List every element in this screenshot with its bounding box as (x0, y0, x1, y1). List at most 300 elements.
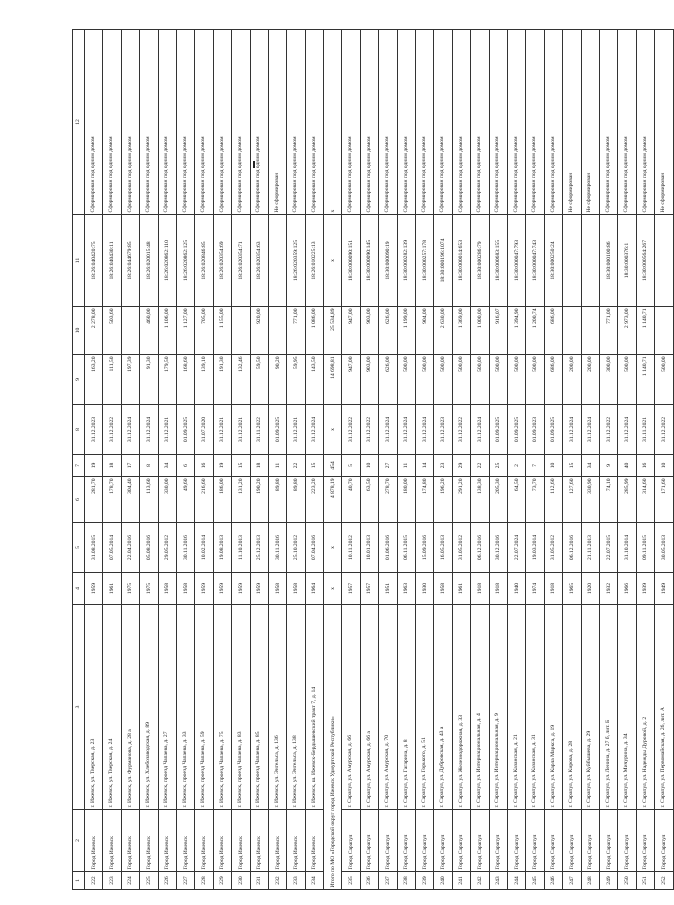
table-cell: 18:30:000683:155 (489, 215, 507, 307)
table-cell: 330,90 (581, 477, 599, 523)
table-cell: 31.12.2022 (103, 405, 121, 455)
table-cell: 22 (471, 455, 489, 477)
table-cell: 228 (195, 872, 213, 890)
table-cell: Сформирован под одним домом (544, 30, 562, 215)
table-cell: Сформирован под одним домом (416, 30, 434, 215)
table-cell: 31.12.2021 (287, 405, 305, 455)
table-cell: 225 (140, 872, 158, 890)
table-cell: 281,70 (85, 477, 103, 523)
table-cell: 460,00 (140, 307, 158, 355)
table-cell: Город Ижевск (195, 810, 213, 872)
table-cell: 22.07.2024 (507, 523, 525, 573)
table-cell: 291,20 (452, 477, 470, 523)
table-cell: Город Ижевск (121, 810, 139, 872)
table-cell: Не сформирован (655, 30, 673, 215)
column-number-8: 8 (73, 405, 85, 455)
table-cell (232, 307, 250, 355)
table-cell: 1 199,00 (397, 307, 415, 355)
column-number-row (73, 30, 85, 890)
table-cell: 131,20 (232, 477, 250, 523)
table-cell: 31.12.2024 (397, 405, 415, 455)
table-cell: 09.11.2015 (636, 523, 654, 573)
table-cell: 112,60 (544, 477, 562, 523)
table-cell: 1959 (232, 573, 250, 605)
table-cell: 500,00 (471, 355, 489, 405)
column-number-1: 1 (73, 872, 85, 890)
table-cell: Город Сарапул (489, 810, 507, 872)
table-cell: 500,00 (507, 355, 525, 405)
total-cell: x (324, 215, 342, 307)
table-cell: 10 (544, 455, 562, 477)
table-cell: 31.12.2024 (121, 405, 139, 455)
table-cell: 233 (287, 872, 305, 890)
table-cell: г. Ижевск, ул. Тверская, д. 23 (85, 605, 103, 810)
table-cell: 18:26:044679:85 (121, 215, 139, 307)
table-cell: 01.09.2025 (176, 405, 194, 455)
table-cell: Сформирован под одним домом (85, 30, 103, 215)
table-cell: 1918 (544, 573, 562, 605)
table-cell: 178,70 (103, 477, 121, 523)
table-cell: 30.11.2016 (176, 523, 194, 573)
table-cell: 205,30 (489, 477, 507, 523)
table-cell: 64,50 (507, 477, 525, 523)
column-number-9: 9 (73, 355, 85, 405)
table-cell: 1 155,00 (213, 307, 231, 355)
table-cell: Сформирован под одним домом (232, 30, 250, 215)
table-cell: 197,39 (121, 355, 139, 405)
table-cell: 18:26:020862:110 (158, 215, 176, 307)
table-row (452, 30, 470, 890)
table-cell: 21.11.2013 (581, 523, 599, 573)
table-cell: 31.12.2024 (305, 405, 323, 455)
table-cell: 314,60 (636, 477, 654, 523)
table-cell: 01.09.2025 (268, 405, 286, 455)
table-cell: 6 (176, 455, 194, 477)
table-cell: 10 (360, 455, 378, 477)
table-cell: Город Сарапул (471, 810, 489, 872)
table-cell: 1918 (471, 573, 489, 605)
table-cell: 179,50 (158, 355, 176, 405)
table-cell: г. Ижевск, ш. Ижевск-Бердышевский тракт 7, д. 14 (305, 605, 323, 810)
table-cell: 223,20 (305, 477, 323, 523)
table-cell: г. Ижевск, ул. Фурманова, д. 28 а (121, 605, 139, 810)
table-cell: 30.11.2016 (268, 523, 286, 573)
column-number-3: 3 (73, 605, 85, 810)
table-cell: 500,00 (618, 355, 636, 405)
table-cell: г. Сарапул, ул. Интернациональная, д. 9 (489, 605, 507, 810)
table-cell: 10 (655, 455, 673, 477)
table-row (103, 30, 121, 890)
table-cell: г. Сарапул, ул. Дубровская, д. 43 а (434, 605, 452, 810)
table-cell: 18:30:000564:267 (636, 215, 654, 307)
table-cell: 1957 (342, 573, 360, 605)
table-cell: 1 369,00 (452, 307, 470, 355)
table-cell: 8 (140, 455, 158, 477)
table-row (195, 30, 213, 890)
table-cell: 01.09.2025 (544, 405, 562, 455)
table-cell: 18:26:020354:63 (250, 215, 268, 307)
total-cell: x (324, 523, 342, 573)
table-row (250, 30, 268, 890)
table-cell: 9 (599, 455, 617, 477)
table-cell: 31.12.2022 (342, 405, 360, 455)
table-cell: 139,10 (195, 355, 213, 405)
column-number-11: 11 (73, 215, 85, 307)
table-cell: Сформирован под одним домом (434, 30, 452, 215)
table-cell: 18:26:020359:125 (287, 215, 305, 307)
table-cell: Сформирован под одним домом (213, 30, 231, 215)
table-row (655, 30, 673, 890)
table-cell: 29.05.2012 (158, 523, 176, 573)
table-cell: 5 (342, 455, 360, 477)
table-cell: Сформирован под одним домом (526, 30, 544, 215)
table-cell: Сформирован под одним домом (618, 30, 636, 215)
table-cell: 63,50 (360, 477, 378, 523)
table-cell: 143,50 (305, 355, 323, 405)
table-cell: г. Ижевск, ул. Тверская, д. 24 (103, 605, 121, 810)
table-row (397, 30, 415, 890)
table-row (581, 30, 599, 890)
table-row (563, 30, 581, 890)
table-cell: Город Сарапул (360, 810, 378, 872)
table-cell: 14 (416, 455, 434, 477)
table-cell: 73,70 (526, 477, 544, 523)
table-cell: 31.12.2024 (379, 405, 397, 455)
table-cell: 1958 (176, 573, 194, 605)
table-cell: Сформирован под одним домом (379, 30, 397, 215)
housing-register-table (72, 29, 674, 890)
table-cell: 1 086,00 (305, 307, 323, 355)
table-cell: 230 (232, 872, 250, 890)
table-row (121, 30, 139, 890)
table-cell: 200,00 (581, 355, 599, 405)
table-cell: 240 (434, 872, 452, 890)
table-cell: 1964 (305, 573, 323, 605)
table-cell: г. Ижевск, ул. Энгельса, д. 136 (268, 605, 286, 810)
table-cell: 18 (103, 455, 121, 477)
table-cell: г. Сарапул, ул. Железнодорожная, д. 33 (452, 605, 470, 810)
table-cell: 16 (195, 455, 213, 477)
table-cell: г. Сарапул, ул. Надежды Дуровой, д. 2 (636, 605, 654, 810)
table-cell: 1 000,00 (471, 307, 489, 355)
table-cell: 251 (636, 872, 654, 890)
table-cell: Сформирован под одним домом (287, 30, 305, 215)
table-cell: г. Сарапул, ул. Амурская, д. 66 (342, 605, 360, 810)
table-cell: 235 (342, 872, 360, 890)
table-cell (268, 215, 286, 307)
table-row (342, 30, 360, 890)
table-row (85, 30, 103, 890)
table-cell: Город Ижевск (232, 810, 250, 872)
table-cell (655, 215, 673, 307)
table-cell: 01.06.2016 (379, 523, 397, 573)
table-cell: 241 (452, 872, 470, 890)
table-cell (563, 307, 581, 355)
table-cell: 31.12.2021 (213, 405, 231, 455)
table-cell: 1930 (416, 573, 434, 605)
table-cell: 500,00 (655, 355, 673, 405)
table-cell: 31.05.2012 (452, 523, 470, 573)
column-number-10: 10 (73, 307, 85, 355)
table-cell: 171,60 (655, 477, 673, 523)
table-cell: 18:26:020862:125 (176, 215, 194, 307)
table-cell: Город Ижевск (287, 810, 305, 872)
table-cell (581, 307, 599, 355)
table-cell: 10.01.2013 (360, 523, 378, 573)
table-cell: Город Сарапул (379, 810, 397, 872)
total-cell: 14 698,81 (324, 355, 342, 405)
table-cell: 246 (544, 872, 562, 890)
table-cell: Город Ижевск (213, 810, 231, 872)
table-cell: Сформирован под одним домом (636, 30, 654, 215)
table-cell: 40,70 (342, 477, 360, 523)
table-cell: 200,00 (563, 355, 581, 405)
table-cell: 500,00 (397, 355, 415, 405)
table-cell (563, 215, 581, 307)
table-cell: г. Ижевск, проезд Чапаева, д. 83 (232, 605, 250, 810)
table-cell: 1961 (103, 573, 121, 605)
table-cell: 503,60 (103, 307, 121, 355)
table-cell: 30.12.2016 (489, 523, 507, 573)
table-cell: г. Сарапул, ул. Ленина, д. 27 б, лит. Б (599, 605, 617, 810)
table-cell: 224 (121, 872, 139, 890)
table-cell: 18:30:000047:743 (526, 215, 544, 307)
column-number-2: 2 (73, 810, 85, 872)
table-cell: 236 (360, 872, 378, 890)
table-cell: 06.12.2016 (563, 523, 581, 573)
table-cell: 15 (305, 455, 323, 477)
table-cell: 91,30 (140, 355, 158, 405)
table-cell: 31.12.2023 (434, 405, 452, 455)
table-cell: 19 (213, 455, 231, 477)
table-cell: 686,00 (544, 355, 562, 405)
table-cell: 231 (250, 872, 268, 890)
table-cell: 15.09.2016 (416, 523, 434, 573)
table-row (287, 30, 305, 890)
table-cell: 1959 (250, 573, 268, 605)
table-cell: 223 (103, 872, 121, 890)
table-cell (581, 215, 599, 307)
table-cell: 168,60 (176, 355, 194, 405)
table-cell: 23 (434, 455, 452, 477)
table-cell: 1958 (287, 573, 305, 605)
table-cell: 18:26:020354:69 (213, 215, 231, 307)
table-row (158, 30, 176, 890)
table-cell: 25.12.2013 (250, 523, 268, 573)
table-cell: 01.09.2025 (489, 405, 507, 455)
column-number-6: 6 (73, 477, 85, 523)
table-cell: 180,00 (397, 477, 415, 523)
table-cell: 31.12.2022 (360, 405, 378, 455)
table-cell: 191,30 (213, 355, 231, 405)
total-cell: 454 (324, 455, 342, 477)
table-cell: 18:30:000282:139 (397, 215, 415, 307)
table-cell: 25 (489, 455, 507, 477)
table-cell: 111,50 (103, 355, 121, 405)
table-cell: 113,60 (140, 477, 158, 523)
table-cell: 10.02.2014 (195, 523, 213, 573)
table-cell: 237 (379, 872, 397, 890)
table-cell: 31.12.2024 (140, 405, 158, 455)
table-row (324, 30, 342, 890)
table-row (618, 30, 636, 890)
table-cell: 1918 (489, 573, 507, 605)
table-cell: Не сформирован (563, 30, 581, 215)
table-cell: Сформирован под одним домом (158, 30, 176, 215)
total-cell: 25 534,89 (324, 307, 342, 355)
table-cell: 1920 (581, 573, 599, 605)
table-cell: 11 (397, 455, 415, 477)
table-cell: 1949 (655, 573, 673, 605)
table-cell: Не сформирован (268, 30, 286, 215)
table-cell: 1951 (379, 573, 397, 605)
table-cell: 239 (416, 872, 434, 890)
table-cell: Город Ижевск (305, 810, 323, 872)
table-cell: г. Ижевск, проезд Чапаева, д. 85 (250, 605, 268, 810)
table-cell: 190,20 (250, 477, 268, 523)
table-cell: 232 (268, 872, 286, 890)
table-cell: 18:26:020354:71 (232, 215, 250, 307)
table-cell: 18:26:010225:13 (305, 215, 323, 307)
table-cell: 18:30:000376:1 (618, 215, 636, 307)
table-row (379, 30, 397, 890)
table-cell: Город Ижевск (250, 810, 268, 872)
table-cell: 163,20 (85, 355, 103, 405)
table-cell: 15 (563, 455, 581, 477)
table-cell: Город Сарапул (526, 810, 544, 872)
table-cell: Сформирован под одним домом (121, 30, 139, 215)
table-cell: 31.12.2021 (232, 405, 250, 455)
table-cell: г. Ижевск, проезд Чапаева, д. 27 (158, 605, 176, 810)
table-cell: 1966 (618, 573, 636, 605)
table-cell: 1958 (434, 573, 452, 605)
table-cell: Город Сарапул (655, 810, 673, 872)
table-row (305, 30, 323, 890)
table-cell: 29 (452, 455, 470, 477)
table-cell: 22.04.2016 (121, 523, 139, 573)
table-cell: Город Сарапул (581, 810, 599, 872)
table-cell: 947,00 (342, 307, 360, 355)
table-cell: 2 973,00 (618, 307, 636, 355)
table-cell: 31.12.2021 (158, 405, 176, 455)
table-cell: 11 (268, 455, 286, 477)
table-cell: 31.11.2021 (636, 405, 654, 455)
table-cell: 500,00 (416, 355, 434, 405)
column-number-5: 5 (73, 523, 85, 573)
table-cell: 18:30:000090:145 (360, 215, 378, 307)
table-cell: 1 140,71 (636, 307, 654, 355)
table-cell: 2 630,00 (434, 307, 452, 355)
table-cell: 11.10.2013 (232, 523, 250, 573)
table-cell: 300,00 (599, 355, 617, 405)
table-cell: 1 127,00 (176, 307, 194, 355)
table-cell: 1 140,71 (636, 355, 654, 405)
table-cell: 40 (618, 455, 636, 477)
table-cell: 31.12.2024 (471, 405, 489, 455)
table-cell: 15 (232, 455, 250, 477)
table-cell: 22 (287, 455, 305, 477)
table-cell: 771,00 (287, 307, 305, 355)
table-row (416, 30, 434, 890)
table-cell: г. Ижевск, проезд Чапаева, д. 33 (176, 605, 194, 810)
table-cell: 18 (250, 455, 268, 477)
table-cell: Сформирован под одним домом (250, 30, 268, 215)
table-cell: Сформирован под одним домом (140, 30, 158, 215)
table-row (471, 30, 489, 890)
table-cell: 31.10.2014 (618, 523, 636, 573)
table-row (489, 30, 507, 890)
table-cell: г. Сарапул, ул. Гагарина, д. 8 (397, 605, 415, 810)
table-cell: Город Сарапул (397, 810, 415, 872)
table-cell: 90,20 (268, 355, 286, 405)
table-cell: 1959 (85, 573, 103, 605)
table-cell: 278,70 (379, 477, 397, 523)
table-cell: 186,00 (213, 477, 231, 523)
table-row (599, 30, 617, 890)
table-cell: 30.05.2013 (655, 523, 673, 573)
table-cell: Сформирован под одним домом (507, 30, 525, 215)
table-cell: 01.09.2023 (526, 405, 544, 455)
table-cell: 25.10.2012 (287, 523, 305, 573)
table-cell: 31.12.2024 (563, 405, 581, 455)
table-cell: г. Сарапул, ул. Казанская, д. 21 (507, 605, 525, 810)
table-cell: 31.12.2022 (452, 405, 470, 455)
table-cell: 18:30:000257:178 (416, 215, 434, 307)
table-row (434, 30, 452, 890)
column-number-7: 7 (73, 455, 85, 477)
table-cell: 234 (305, 872, 323, 890)
table-cell: Город Сарапул (618, 810, 636, 872)
table-cell: 05.08.2016 (140, 523, 158, 573)
table-cell: 34 (158, 455, 176, 477)
table-row (636, 30, 654, 890)
table-cell: 18:26:020015:48 (140, 215, 158, 307)
table-cell: 06.12.2016 (471, 523, 489, 573)
table-cell: 1939 (636, 573, 654, 605)
table-cell: Сформирован под одним домом (103, 30, 121, 215)
table-cell: Сформирован под одним домом (305, 30, 323, 215)
table-cell: г. Сарапул, ул. Первомайская, д. 26, лит. А (655, 605, 673, 810)
table-row (176, 30, 194, 890)
table-cell: Город Ижевск (158, 810, 176, 872)
table-cell: 247 (563, 872, 581, 890)
table-cell: 10.11.2012 (342, 523, 360, 573)
table-cell: 903,00 (360, 355, 378, 405)
table-cell: 1932 (599, 573, 617, 605)
table-cell: 31.07.2020 (195, 405, 213, 455)
table-cell: 705,00 (195, 307, 213, 355)
table-cell: 626,00 (379, 307, 397, 355)
table-cell: 07.04.2016 (305, 523, 323, 573)
table-row (507, 30, 525, 890)
table-cell: Сформирован под одним домом (471, 30, 489, 215)
table-cell: 1957 (360, 573, 378, 605)
table-cell: г. Сарапул, ул. Карла Маркса, д. 19 (544, 605, 562, 810)
table-cell: 771,00 (599, 307, 617, 355)
table-cell: 285,99 (618, 477, 636, 523)
table-cell: 31.12.2024 (618, 405, 636, 455)
table-row (140, 30, 158, 890)
table-cell: 500,00 (452, 355, 470, 405)
table-cell: 18:30:000047:793 (507, 215, 525, 307)
table-cell: Не сформирован (581, 30, 599, 215)
table-cell: 1959 (195, 573, 213, 605)
table-cell: 18:30:000286:79 (471, 215, 489, 307)
table-cell: 916,07 (489, 307, 507, 355)
table-cell: 31.11.2022 (250, 405, 268, 455)
table-cell: Город Сарапул (416, 810, 434, 872)
table-cell: Сформирован под одним домом (397, 30, 415, 215)
